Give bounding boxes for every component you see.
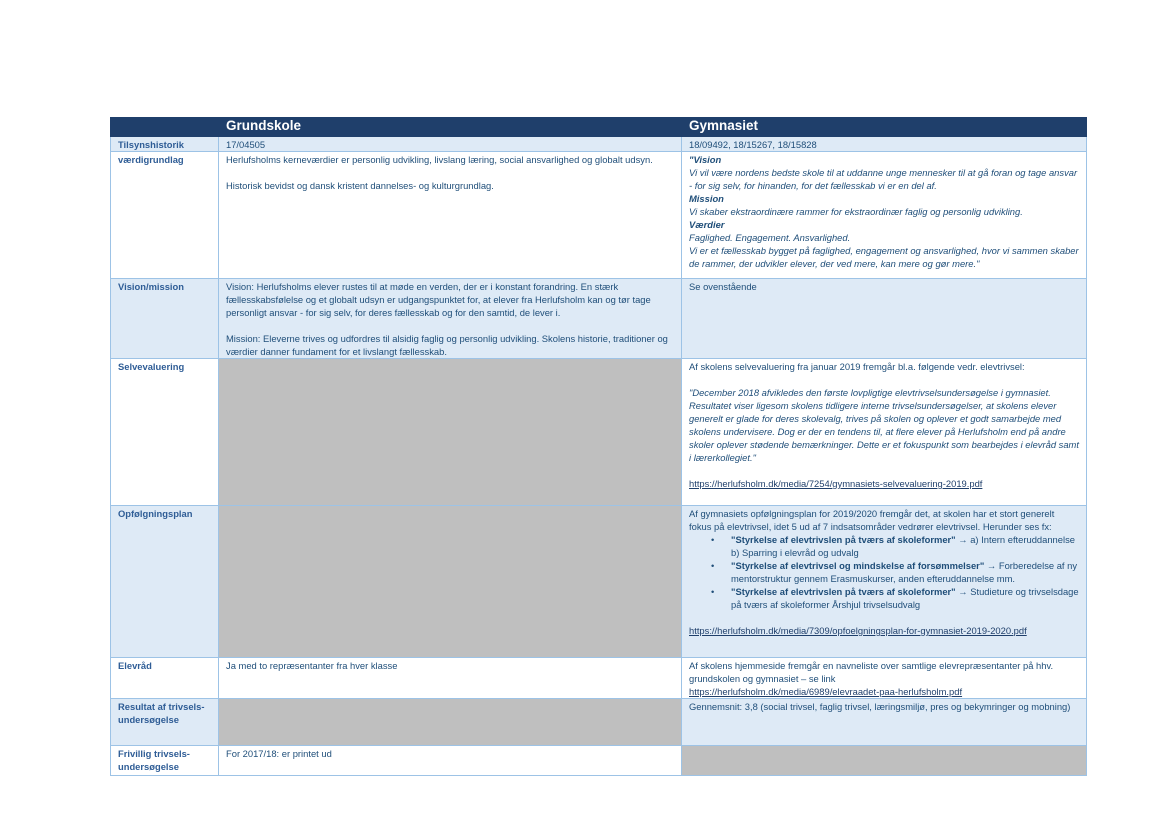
- header-grundskole: Grundskole: [219, 118, 682, 137]
- vaerdier-text: Faglighed. Engagement. Ansvarlighed.: [689, 232, 851, 243]
- row-tilsynshistorik: [111, 137, 1087, 152]
- cell-gymnasiet: [682, 359, 1087, 506]
- list-item: [711, 585, 1079, 611]
- cell-paragraph: Herlufsholms kerneværdier er personlig udvikling, livslang læring, social ansvarlighed og globalt udsyn.: [226, 154, 653, 165]
- cell-paragraph: Historisk bevidst og dansk kristent dannelses- og kulturgrundlag.: [226, 180, 494, 191]
- row-selvevaluering: [111, 359, 1087, 506]
- header-gymnasiet: Gymnasiet: [682, 118, 1087, 137]
- bullet-icon: •: [711, 534, 715, 545]
- cell-grundskole: [219, 152, 682, 279]
- quote-paragraph: "December 2018 afvikledes den første lovpligtige elevtrivselsundersøgelse i gymnasiet. Resultatet viser ligesom skolens tidligere interne trivselsundersøgelser, at skolens elever generelt er glade for deres skolevalg, trives på skolen og oplever et godt samarbejde med skolens undervisere. Dog er der en tendens til, at flere elever på Herlufsholm end på andre skoler oplever stødende bemærkninger. Dette er et fokuspunkt som bearbejdes i elevråd samt i lærerkollegiet.": [689, 387, 1079, 463]
- list-item-text: → Forberedelse af ny mentorstruktur gennem Erasmuskurser, anden efteruddannelse mm.: [731, 560, 1078, 584]
- mission-heading: Mission: [689, 193, 724, 204]
- cell-gymnasiet: Se ovenstående: [682, 279, 1087, 359]
- cell-paragraph: Af skolens hjemmeside fremgår en navneliste over samtlige elevrepræsentanter på hhv. grundskolen og gymnasiet – se link: [689, 660, 1054, 684]
- opfoelgningsplan-link[interactable]: https://herlufsholm.dk/media/7309/opfoelgningsplan-for-gymnasiet-2019-2020.pdf: [689, 625, 1027, 636]
- elevraad-link[interactable]: https://herlufsholm.dk/media/6989/elevraadet-paa-herlufsholm.pdf: [689, 686, 963, 697]
- row-label: Selvevaluering: [111, 359, 219, 506]
- cell-gymnasiet: [682, 152, 1087, 279]
- cell-paragraph: Mission: Eleverne trives og udfordres til alsidig faglig og personlig udvikling. Skolens historie, traditioner og værdier danner fundament for et livslangt fællesskab.: [226, 333, 668, 357]
- redacted-cell: [219, 699, 682, 746]
- bullet-icon: •: [711, 560, 715, 571]
- redacted-cell: [682, 746, 1087, 776]
- list-item: [711, 533, 1079, 559]
- cell-grundskole: [219, 279, 682, 359]
- mission-text: Vi skaber ekstraordinære rammer for ekstraordinær faglig og personlig udvikling.: [689, 206, 1023, 217]
- list-item-bold: "Styrkelse af elevtrivsel og mindskelse af forsømmelser": [731, 560, 985, 571]
- cell-gymnasiet: 18/09492, 18/15267, 18/15828: [682, 137, 1087, 152]
- row-label: Vision/mission: [111, 279, 219, 359]
- row-label: Tilsynshistorik: [111, 137, 219, 152]
- row-label: Opfølgningsplan: [111, 506, 219, 658]
- cell-gymnasiet: Gennemsnit: 3,8 (social trivsel, faglig trivsel, læringsmiljø, pres og bekymringer og mobning): [682, 699, 1087, 746]
- row-label: værdigrundlag: [111, 152, 219, 279]
- row-vaerdigrundlag: [111, 152, 1087, 279]
- cell-grundskole: For 2017/18: er printet ud: [219, 746, 682, 776]
- selvevaluering-link[interactable]: https://herlufsholm.dk/media/7254/gymnasiets-selvevaluering-2019.pdf: [689, 478, 983, 489]
- row-opfoelgningsplan: [111, 506, 1087, 658]
- school-comparison-table: [110, 117, 1087, 776]
- list-item: [711, 559, 1079, 585]
- row-resultat: [111, 699, 1087, 746]
- row-frivillig: [111, 746, 1087, 776]
- row-label: Resultat af trivsels-undersøgelse: [111, 699, 219, 746]
- row-label: Elevråd: [111, 658, 219, 699]
- row-vision-mission: [111, 279, 1087, 359]
- redacted-cell: [219, 506, 682, 658]
- row-elevraad: [111, 658, 1087, 699]
- bullet-icon: •: [711, 586, 715, 597]
- cell-gymnasiet: [682, 658, 1087, 699]
- faellesskab-text: Vi er et fællesskab bygget på faglighed, engagement og ansvarlighed, hvor vi sammen skaber de rammer, der udvikler elever, der ved mere, kan mere og gør mere.": [689, 245, 1079, 269]
- row-label: Frivillig trivsels-undersøgelse: [111, 746, 219, 776]
- list-item-bold: "Styrkelse af elevtrivslen på tværs af skoleformer": [731, 534, 956, 545]
- cell-grundskole: Ja med to repræsentanter fra hver klasse: [219, 658, 682, 699]
- table-header-row: [111, 118, 1087, 137]
- cell-paragraph: Af gymnasiets opfølgningsplan for 2019/2020 fremgår det, at skolen har et stort generelt fokus på elevtrivsel, idet 5 ud af 7 indsatsområder vedrører elevtrivsel. Herunder ses fx:: [689, 508, 1055, 532]
- cell-paragraph: Vision: Herlufsholms elever rustes til at møde en verden, der er i konstant forandring. En stærk fællesskabsfølelse og et globalt udsyn er udgangspunktet for, at elever fra Herlufsholm kan og tør tage personligt ansvar - for sig selv, for deres fællesskab og for den samtid, de lever i.: [226, 281, 651, 318]
- cell-gymnasiet: [682, 506, 1087, 658]
- list-item-text: → a) Intern efteruddannelse b) Sparring i elevråd og udvalg: [731, 534, 1075, 558]
- vision-heading: "Vision: [689, 154, 722, 165]
- cell-grundskole: 17/04505: [219, 137, 682, 152]
- list-item-text: → Studieture og trivselsdage på tværs af skoleformer Årshjul trivselsudvalg: [731, 586, 1079, 610]
- vaerdier-heading: Værdier: [689, 219, 725, 230]
- cell-paragraph: Af skolens selvevaluering fra januar 2019 fremgår bl.a. følgende vedr. elevtrivsel:: [689, 361, 1025, 372]
- list-item-bold: "Styrkelse af elevtrivslen på tværs af skoleformer": [731, 586, 956, 597]
- vision-text: Vi vil være nordens bedste skole til at uddanne unge mennesker til at gå foran og tage ansvar - for sig selv, for hinanden, for det fællesskab vi er en del af.: [689, 167, 1078, 191]
- focus-list: [689, 533, 1079, 611]
- redacted-cell: [219, 359, 682, 506]
- header-empty-cell: [111, 118, 219, 137]
